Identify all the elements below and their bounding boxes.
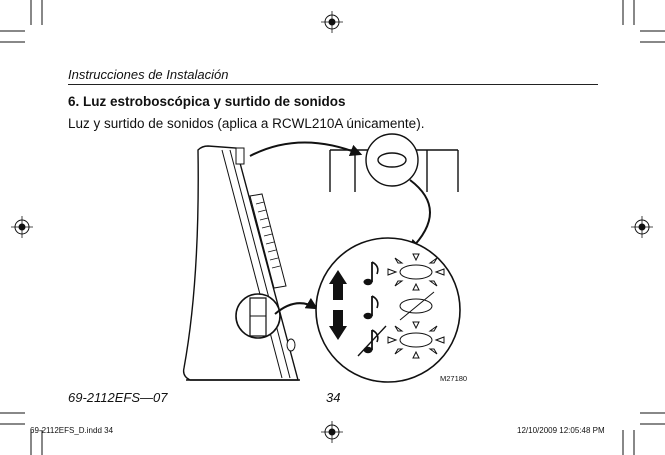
- registration-mark-right: [631, 216, 653, 238]
- figure-code: M27180: [440, 374, 468, 383]
- section-heading: 6. Luz estroboscópica y surtido de sonidos: [68, 94, 346, 109]
- sound-options-circle: [316, 238, 460, 382]
- speaker-zoom-circle: [236, 294, 280, 338]
- section-body: Luz y surtido de sonidos (aplica a RCWL210A únicamente).: [68, 116, 425, 131]
- registration-mark-top: [321, 11, 343, 33]
- header-rule: [68, 84, 598, 85]
- doc-number: 69-2112EFS—07: [68, 390, 168, 405]
- device-side-view: [184, 146, 300, 380]
- strobe-top-view: [330, 134, 458, 192]
- running-title: Instrucciones de Instalación: [68, 67, 229, 82]
- slug-timestamp: 12/10/2009 12:05:48 PM: [517, 426, 605, 435]
- page-number: 34: [326, 390, 341, 405]
- slug-file: 69-2112EFS_D.indd 34: [30, 426, 114, 435]
- registration-mark-bottom: [321, 421, 343, 443]
- registration-mark-left: [11, 216, 33, 238]
